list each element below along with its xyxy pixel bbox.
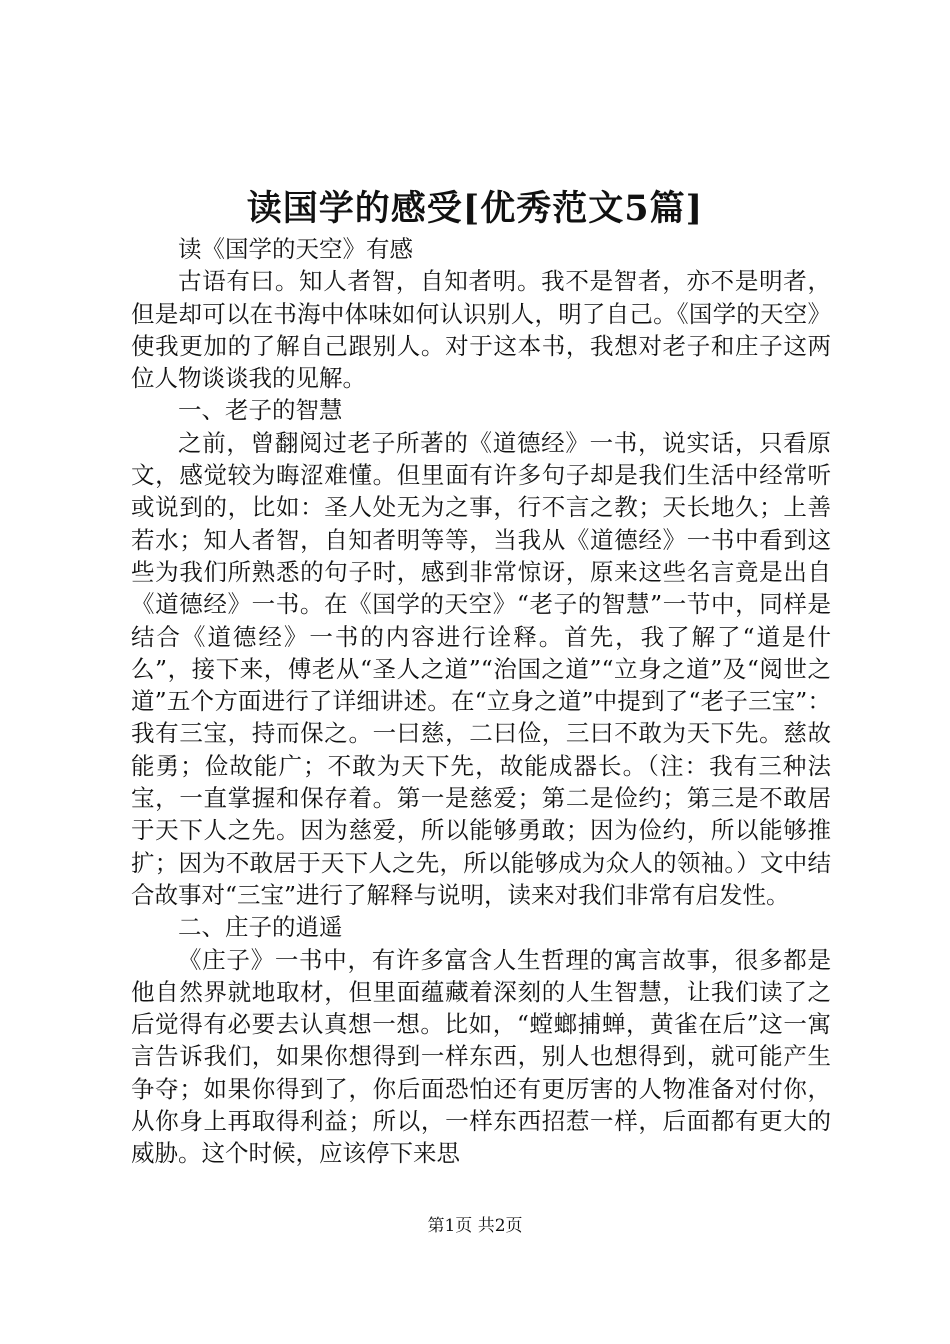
section-heading-zhuangzi: 二、庄子的逍遥 bbox=[178, 913, 343, 942]
document-body bbox=[131, 233, 831, 1170]
paragraph-zhuangzi: 《庄子》一书中，有许多富含人生哲理的寓言故事，很多都是他自然界就地取材，但里面蕴藏着深刻的人生智慧，让我们读了之后觉得有必要去认真想一想。比如，“螳螂捕蝉，黄雀在后”这一寓言告诉我们，如果你想得到一样东西，别人也想得到，就可能产生争夺；如果你得到了，你后面恐怕还有更厉害的人物准备对付你，从你身上再取得利益；所以，一样东西招惹一样，后面都有更大的威胁。这个时候，应该停下来思 bbox=[131, 945, 831, 1168]
document-subtitle: 读《国学的天空》有感 bbox=[178, 235, 413, 263]
document-title: 读国学的感受[优秀范文5篇] bbox=[246, 188, 704, 229]
paragraph-intro: 古语有曰。知人者智，自知者明。我不是智者，亦不是明者，但是却可以在书海中体味如何认识别人，明了自己。《国学的天空》使我更加的了解自己跟别人。对于这本书，我想对老子和庄子这两位人物谈谈我的见解。 bbox=[131, 267, 831, 393]
page-footer: 第1页 共2页 bbox=[427, 1216, 523, 1236]
section-heading-laozi: 一、老子的智慧 bbox=[178, 396, 343, 425]
paragraph-laozi: 之前，曾翻阅过老子所著的《道德经》一书，说实话，只看原文，感觉较为晦涩难懂。但里面有许多句子却是我们生活中经常听或说到的，比如：圣人处无为之事，行不言之教；天长地久；上善若水；知人者智，自知者明等等，当我从《道德经》一书中看到这些为我们所熟悉的句子时，感到非常惊讶，原来这些名言竟是出自《道德经》一书。在《国学的天空》“老子的智慧”一节中，同样是结合《道德经》一书的内容进行诠释。首先，我了解了“道是什么”，接下来，傅老从“圣人之道”“治国之道”“立身之道”及“阅世之道”五个方面进行了详细讲述。在“立身之道”中提到了“老子三宝”：我有三宝，持而保之。一曰慈，二曰俭，三曰不敢为天下先。慈故能勇；俭故能广；不敢为天下先，故能成器长。（注：我有三种法宝，一直掌握和保存着。第一是慈爱；第二是俭约；第三是不敢居于天下人之先。因为慈爱，所以能够勇敢；因为俭约，所以能够推扩；因为不敢居于天下人之先，所以能够成为众人的领袖。）文中结合故事对“三宝”进行了解释与说明，读来对我们非常有启发性。 bbox=[131, 428, 831, 909]
